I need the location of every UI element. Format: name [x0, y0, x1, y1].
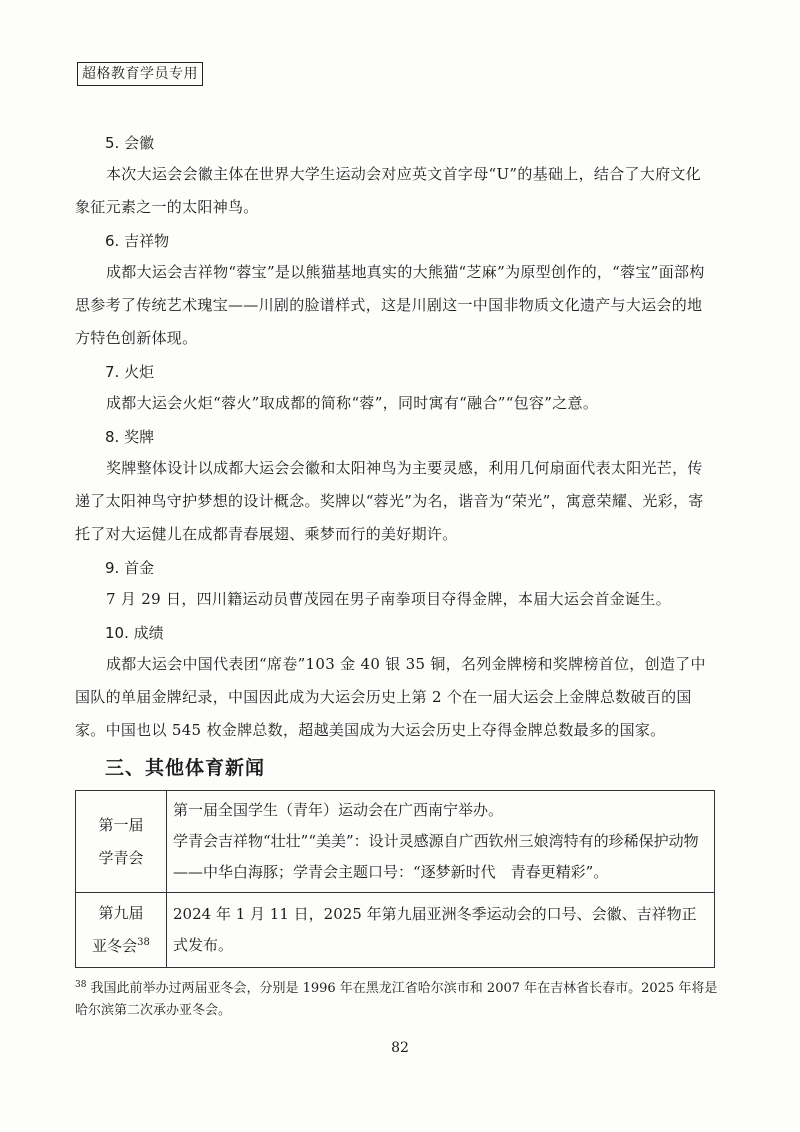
row-label-text: 亚冬会	[92, 937, 138, 955]
section-paragraph: 7 月 29 日，四川籍运动员曹茂园在男子南拳项目夺得金牌，本届大运会首金诞生。	[106, 590, 671, 608]
row-label-cell	[76, 893, 167, 968]
section-emblem	[75, 132, 715, 224]
row-label-line: 学青会	[98, 848, 144, 867]
section-torch	[75, 361, 715, 420]
row-content-line: 第一届全国学生（青年）运动会在广西南宁举办。	[173, 801, 504, 819]
row-label-cell	[76, 791, 167, 893]
page-number: 82	[391, 1040, 409, 1056]
section-title: 10. 成绩	[105, 624, 164, 642]
row-content-cell	[167, 791, 715, 893]
section-title: 6. 吉祥物	[105, 232, 170, 250]
header-stamp: 超格教育学员专用	[77, 62, 203, 86]
section-paragraph: 奖牌整体设计以成都大运会会徽和太阳神鸟为主要灵感，利用几何扇面代表太阳光芒，传递了太阳神鸟守护梦想的设计概念。奖牌以“蓉光”为名，谐音为“荣光”，寓意荣耀、光彩，寄托了对大运健儿在成都青春展翅、乘梦而行的美好期许。	[75, 459, 704, 543]
row-content-line: 学青会吉祥物“壮壮”“美美”：设计灵感源自广西钦州三娘湾特有的珍稀保护动物——中华白海豚；学青会主题口号：“逐梦新时代 青春更精彩”。	[173, 832, 699, 881]
footnote-number: 38	[75, 979, 87, 990]
section-title: 9. 首金	[105, 559, 155, 577]
table-row	[76, 791, 715, 893]
section-paragraph: 本次大运会会徽主体在世界大学生运动会对应英文首字母“U”的基础上，结合了大府文化象征元素之一的太阳神鸟。	[75, 165, 701, 216]
footnote-text: 我国此前举办过两届亚冬会，分别是 1996 年在黑龙江省哈尔滨市和 2007 年在吉林省长春市。2025 年将是哈尔滨第二次承办亚冬会。	[75, 981, 718, 1018]
row-content-cell	[167, 893, 715, 968]
footnote	[75, 978, 720, 1022]
section-title: 5. 会徽	[105, 134, 155, 152]
section-mascot	[75, 230, 715, 355]
row-label-line: 第九届	[98, 904, 144, 922]
section-results	[75, 622, 715, 747]
footnote-ref[interactable]: 38	[137, 937, 150, 948]
row-label-line	[82, 930, 160, 963]
section-medal	[75, 426, 715, 551]
section-paragraph: 成都大运会火炬“蓉火”取成都的简称“蓉”，同时寓有“融合”“包容”之意。	[106, 394, 599, 412]
part-heading: 三、其他体育新闻	[105, 757, 266, 779]
table-row	[76, 893, 715, 968]
row-label-line: 第一届	[98, 815, 144, 834]
page-content	[75, 132, 715, 968]
section-paragraph: 成都大运会中国代表团“席卷”103 金 40 银 35 铜，名列金牌榜和奖牌榜首位，创造了中国队的单届金牌纪录，中国因此成为大运会历史上第 2 个在一届大运会上金牌总数破百的国家。中国也以 545 枚金牌总数，超越美国成为大运会历史上夺得金牌总数最多的国家。	[75, 655, 706, 739]
section-paragraph: 成都大运会吉祥物“蓉宝”是以熊猫基地真实的大熊猫“芝麻”为原型创作的，“蓉宝”面部构思参考了传统艺术瑰宝——川剧的脸谱样式，这是川剧这一中国非物质文化遗产与大运会的地方特色创新体现。	[75, 263, 705, 347]
row-content-line: 2024 年 1 月 11 日，2025 年第九届亚洲冬季运动会的口号、会徽、吉祥物正式发布。	[173, 905, 697, 954]
section-title: 7. 火炬	[105, 363, 155, 381]
section-title: 8. 奖牌	[105, 428, 155, 446]
section-first-gold	[75, 557, 715, 616]
news-table	[75, 790, 715, 968]
